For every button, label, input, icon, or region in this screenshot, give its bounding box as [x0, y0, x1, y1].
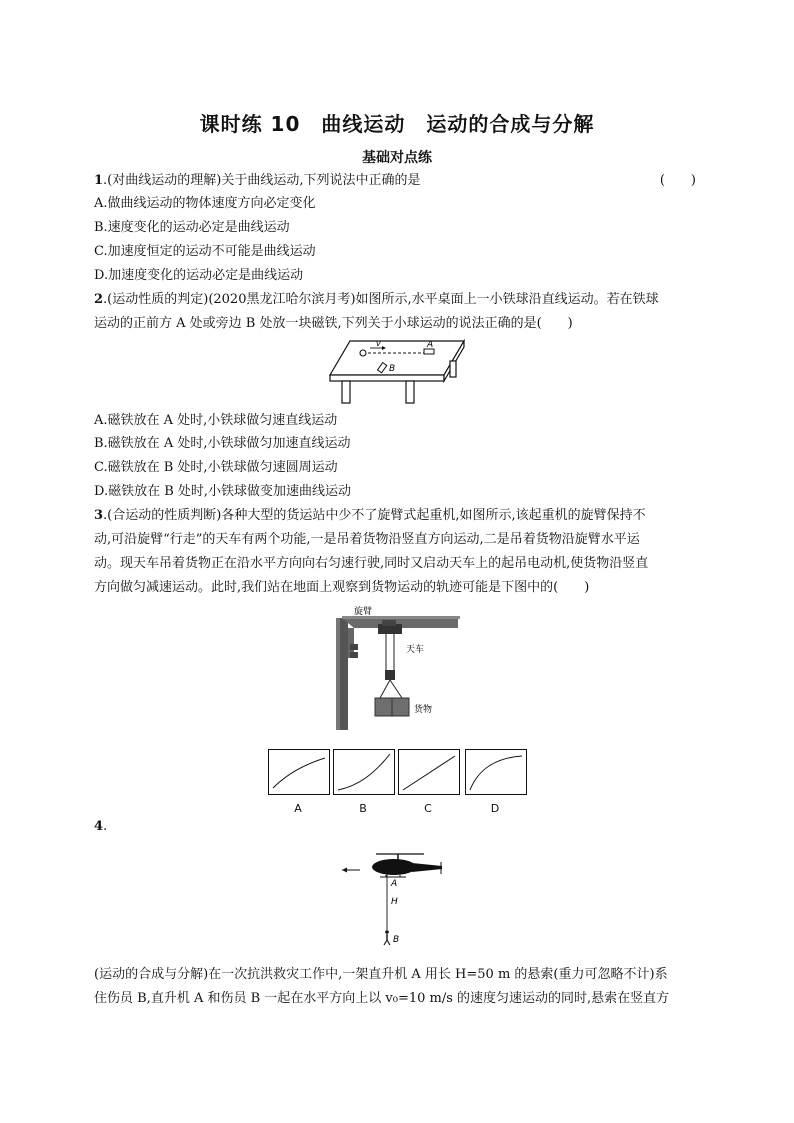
table-leg	[450, 361, 456, 377]
choice-c-label: C	[424, 802, 432, 815]
q3-stem-line4: 方向做匀减速运动。此时,我们站在地面上观察到货物运动的轨迹可能是下图中的( )	[94, 580, 590, 595]
casualty-leg	[384, 940, 387, 945]
q1-option-a: A.做曲线运动的物体速度方向必定变化	[94, 196, 316, 211]
q2-option-b: B.磁铁放在 A 处时,小铁球做匀加速直线运动	[94, 436, 351, 451]
table-leg	[342, 381, 350, 403]
trajectory-b-path	[338, 754, 390, 790]
table-top	[330, 341, 464, 375]
casualty-leg	[387, 940, 390, 945]
trajectory-d-path	[470, 756, 522, 790]
velocity-label: v	[376, 339, 381, 348]
q1-stem	[94, 170, 704, 192]
q3-stem-line2: 动,可沿旋臂“行走”的天车有两个功能,一是吊着货物沿竖直方向运动,二是吊着货物沿旋臂水平运	[94, 532, 640, 547]
choice-b-label: B	[359, 802, 367, 815]
q1-option-b: B.速度变化的运动必定是曲线运动	[94, 220, 290, 235]
page-title: 课时练 10 曲线运动 运动的合成与分解	[199, 112, 595, 136]
cable-length-label: H	[391, 897, 398, 907]
trajectory-b-curve	[334, 750, 394, 794]
helicopter-figure	[338, 848, 458, 948]
table-edge	[330, 375, 444, 381]
q2-number: 2	[94, 292, 104, 307]
point-b-label: B	[393, 935, 400, 945]
trolley-label: 天车	[406, 645, 425, 655]
choice-b-graph	[333, 749, 395, 795]
trajectory-c-curve	[399, 750, 459, 794]
crane-motor	[350, 652, 358, 658]
q3-number: 3	[94, 508, 104, 523]
iron-ball	[360, 350, 366, 356]
point-a-label: A	[391, 879, 398, 889]
q1-number: 1	[94, 173, 104, 188]
q1-answer-paren: ( )	[659, 173, 696, 188]
trajectory-a-curve	[269, 750, 329, 794]
q2-stem-line2: 运动的正前方 A 处或旁边 B 处放一块磁铁,下列关于小球运动的说法正确的是( )	[94, 316, 573, 331]
q4-dot: .	[103, 819, 108, 834]
q1-option-c: C.加速度恒定的运动不可能是曲线运动	[94, 244, 316, 259]
choice-a-graph	[268, 749, 330, 795]
q1-option-d: D.加速度变化的运动必定是曲线运动	[94, 268, 304, 283]
q2-stem-text1: .(运动性质的判定)(2020黑龙江哈尔滨月考)如图所示,水平桌面上一小铁球沿直线运动。若在铁球	[103, 292, 659, 307]
q3-stem-line3: 动。现天车吊着货物正在沿水平方向向右匀速行驶,同时又启动天车上的起吊电动机,使货物沿竖直	[94, 556, 649, 571]
q2-stem-line1	[94, 289, 704, 311]
q1-stem-text: .(对曲线运动的理解)关于曲线运动,下列说法中正确的是	[103, 173, 421, 188]
q2-option-a: A.磁铁放在 A 处时,小铁球做匀速直线运动	[94, 413, 338, 428]
motion-arrowhead	[342, 868, 347, 873]
arm-label: 旋臂	[354, 607, 373, 617]
q4-text-line2: 住伤员 B,直升机 A 和伤员 B 一起在水平方向上以 v₀=10 m/s 的速度匀速运动的同时,悬索在竖直方	[94, 991, 670, 1006]
q3-stem-text1: .(合运动的性质判断)各种大型的货运站中少不了旋臂式起重机,如图所示,该起重机的旋臂保持不	[103, 508, 646, 523]
point-b-label: B	[389, 364, 396, 374]
choice-a-label: A	[294, 802, 302, 815]
crane-motor	[350, 644, 358, 650]
choice-d-label: D	[490, 802, 500, 815]
trajectory-a-path	[273, 758, 325, 788]
hook-block	[385, 670, 395, 680]
helicopter-body	[372, 859, 416, 875]
q2-option-d: D.磁铁放在 B 处时,小铁球做变加速曲线运动	[94, 484, 352, 499]
casualty-head	[385, 930, 389, 934]
crane-figure	[334, 604, 464, 734]
trajectory-c-path	[403, 756, 455, 790]
q3-stem-line1	[94, 505, 704, 527]
table-leg	[406, 381, 414, 403]
trajectory-d-curve	[466, 750, 526, 794]
choice-d-graph	[465, 749, 527, 795]
helicopter-tail	[412, 863, 442, 872]
magnet-table-figure	[326, 337, 468, 407]
choice-c-graph	[398, 749, 460, 795]
q4-number: 4	[94, 819, 104, 834]
q2-option-c: C.磁铁放在 B 处时,小铁球做匀速圆周运动	[94, 460, 338, 475]
q4-number-line	[94, 816, 704, 838]
cargo-label: 货物	[414, 705, 433, 715]
crane-column-highlight	[336, 618, 340, 730]
q4-text-line1: (运动的合成与分解)在一次抗洪救灾工作中,一架直升机 A 用长 H=50 m 的悬索(重力可忽略不计)系	[94, 967, 668, 982]
trolley-wheels	[382, 620, 396, 626]
section-heading: 基础对点练	[362, 150, 432, 166]
point-a-label: A	[427, 340, 434, 350]
